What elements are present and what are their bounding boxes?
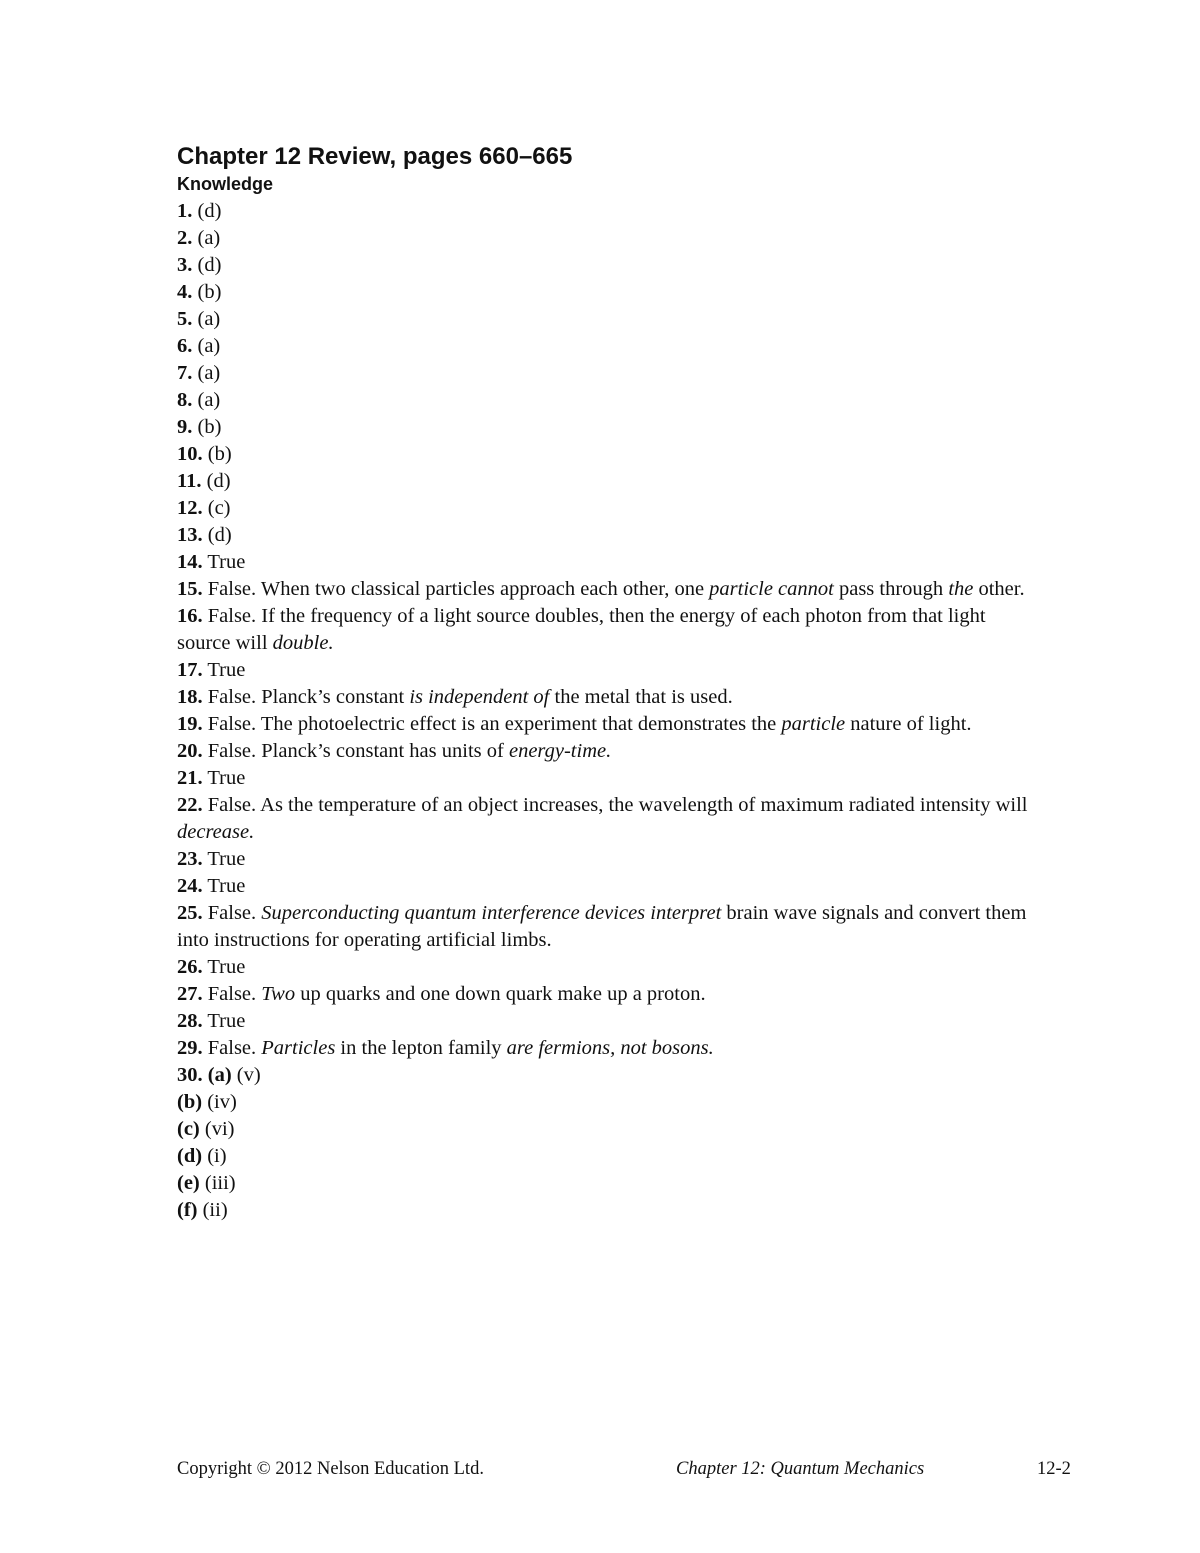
answer-number: 21. xyxy=(177,767,203,789)
page-footer xyxy=(177,1459,1077,1483)
answer-number: 5. xyxy=(177,308,193,330)
answer-emphasis: double. xyxy=(272,632,334,654)
answer-item xyxy=(177,279,1037,306)
answer-number: 29. xyxy=(177,1037,203,1059)
answer-text: other. xyxy=(973,578,1025,600)
answer-item xyxy=(177,1035,1037,1062)
answer-text: False. xyxy=(202,902,262,924)
footer-page-number: 12-2 xyxy=(1037,1459,1071,1479)
footer-copyright: Copyright © 2012 Nelson Education Ltd. xyxy=(177,1459,484,1479)
answer-item xyxy=(177,549,1037,576)
answer-number: 12. xyxy=(177,497,203,519)
answer-emphasis: is independent of xyxy=(409,686,550,708)
answer-item xyxy=(177,468,1037,495)
sub-answer-label: (a) xyxy=(207,1064,232,1086)
answer-text: (d) xyxy=(192,254,222,276)
answer-item xyxy=(177,333,1037,360)
answer-number: 4. xyxy=(177,281,193,303)
answer-text: False. As the temperature of an object increases, the wavelength of maximum radiated intensity will xyxy=(202,794,1028,816)
answer-number: 1. xyxy=(177,200,193,222)
answer-number: 9. xyxy=(177,416,193,438)
answer-text: True xyxy=(202,659,246,681)
answer-text: True xyxy=(202,1010,246,1032)
answer-text: in the lepton family xyxy=(335,1037,507,1059)
answer-text: brain wave signals and convert them into instructions for operating artificial limbs. xyxy=(177,902,1027,951)
answer-item xyxy=(177,765,1037,792)
answer-text: True xyxy=(202,551,246,573)
answer-emphasis: energy-time. xyxy=(508,740,612,762)
answer-number: 7. xyxy=(177,362,193,384)
answer-emphasis: decrease. xyxy=(177,821,255,843)
answer-list xyxy=(177,198,1037,1224)
answer-number: 10. xyxy=(177,443,203,465)
answer-text: True xyxy=(202,875,246,897)
answer-item xyxy=(177,603,1037,657)
answer-text: False. When two classical particles approach each other, one xyxy=(202,578,710,600)
answer-item xyxy=(177,1062,1037,1089)
answer-item xyxy=(177,360,1037,387)
answer-item xyxy=(177,1170,1037,1197)
answer-number: 18. xyxy=(177,686,203,708)
answer-text: (iv) xyxy=(202,1091,237,1113)
page-content xyxy=(177,141,1037,1224)
answer-item xyxy=(177,252,1037,279)
answer-number: 16. xyxy=(177,605,203,627)
answer-number: 19. xyxy=(177,713,203,735)
answer-number: 17. xyxy=(177,659,203,681)
answer-text: False. xyxy=(202,983,262,1005)
answer-text: True xyxy=(202,956,246,978)
sub-answer-label: (f) xyxy=(177,1199,198,1221)
answer-text: (i) xyxy=(202,1145,227,1167)
section-heading: Knowledge xyxy=(177,174,274,194)
answer-text: (v) xyxy=(231,1064,261,1086)
sub-answer-label: (b) xyxy=(177,1091,203,1113)
answer-text: (iii) xyxy=(199,1172,236,1194)
answer-number: 24. xyxy=(177,875,203,897)
footer-chapter-title: Chapter 12: Quantum Mechanics xyxy=(676,1459,925,1479)
answer-number: 23. xyxy=(177,848,203,870)
answer-number: 28. xyxy=(177,1010,203,1032)
answer-number: 6. xyxy=(177,335,193,357)
answer-item xyxy=(177,792,1037,846)
answer-item xyxy=(177,522,1037,549)
answer-text: (b) xyxy=(192,416,222,438)
answer-item xyxy=(177,684,1037,711)
answer-text: (b) xyxy=(192,281,222,303)
answer-item xyxy=(177,387,1037,414)
answer-emphasis: Superconducting quantum interference devices interpret xyxy=(261,902,722,924)
answer-item xyxy=(177,900,1037,954)
answer-text: False. Planck’s constant xyxy=(202,686,410,708)
answer-item xyxy=(177,576,1037,603)
answer-item xyxy=(177,846,1037,873)
answer-text: up quarks and one down quark make up a proton. xyxy=(295,983,706,1005)
answer-item xyxy=(177,306,1037,333)
answer-text: (d) xyxy=(201,470,231,492)
answer-text: (vi) xyxy=(199,1118,235,1140)
answer-number: 11. xyxy=(177,470,202,492)
answer-item xyxy=(177,414,1037,441)
answer-item xyxy=(177,1008,1037,1035)
answer-text: (d) xyxy=(192,200,222,222)
answer-number: 13. xyxy=(177,524,203,546)
answer-item xyxy=(177,1143,1037,1170)
answer-text: the metal that is used. xyxy=(549,686,733,708)
answer-number: 30. xyxy=(177,1064,203,1086)
answer-item xyxy=(177,981,1037,1008)
answer-item xyxy=(177,1089,1037,1116)
answer-text: (b) xyxy=(202,443,232,465)
answer-text: (a) xyxy=(192,389,221,411)
answer-item xyxy=(177,657,1037,684)
answer-item xyxy=(177,1197,1037,1224)
answer-emphasis: Particles xyxy=(261,1037,336,1059)
answer-number: 8. xyxy=(177,389,193,411)
answer-text: pass through xyxy=(833,578,949,600)
answer-item xyxy=(177,711,1037,738)
answer-text: (a) xyxy=(192,227,221,249)
answer-item xyxy=(177,441,1037,468)
answer-item xyxy=(177,225,1037,252)
answer-number: 26. xyxy=(177,956,203,978)
answer-text: False. Planck’s constant has units of xyxy=(202,740,509,762)
answer-item xyxy=(177,495,1037,522)
answer-emphasis: are fermions, not bosons. xyxy=(506,1037,714,1059)
answer-text: False. If the frequency of a light source doubles, then the energy of each photon from that light source will xyxy=(177,605,986,654)
answer-number: 25. xyxy=(177,902,203,924)
answer-text: False. The photoelectric effect is an experiment that demonstrates the xyxy=(202,713,782,735)
answer-emphasis: particle xyxy=(781,713,846,735)
answer-number: 2. xyxy=(177,227,193,249)
answer-number: 14. xyxy=(177,551,203,573)
answer-text: (ii) xyxy=(197,1199,228,1221)
sub-answer-label: (e) xyxy=(177,1172,200,1194)
answer-number: 22. xyxy=(177,794,203,816)
answer-item xyxy=(177,738,1037,765)
page-title: Chapter 12 Review, pages 660–665 xyxy=(177,143,573,170)
answer-text: (a) xyxy=(192,308,221,330)
sub-answer-label: (d) xyxy=(177,1145,203,1167)
answer-item xyxy=(177,873,1037,900)
answer-text: (c) xyxy=(202,497,231,519)
answer-number: 27. xyxy=(177,983,203,1005)
answer-number: 15. xyxy=(177,578,203,600)
answer-number: 20. xyxy=(177,740,203,762)
answer-number: 3. xyxy=(177,254,193,276)
answer-item xyxy=(177,954,1037,981)
answer-emphasis: Two xyxy=(261,983,296,1005)
answer-text: (a) xyxy=(192,335,221,357)
answer-item xyxy=(177,1116,1037,1143)
answer-text: (d) xyxy=(202,524,232,546)
answer-text: True xyxy=(202,848,246,870)
answer-text: (a) xyxy=(192,362,221,384)
answer-emphasis: particle cannot xyxy=(709,578,834,600)
answer-text: nature of light. xyxy=(845,713,972,735)
answer-text: True xyxy=(202,767,246,789)
sub-answer-label: (c) xyxy=(177,1118,200,1140)
answer-item xyxy=(177,198,1037,225)
answer-text: False. xyxy=(202,1037,262,1059)
answer-emphasis: the xyxy=(948,578,974,600)
